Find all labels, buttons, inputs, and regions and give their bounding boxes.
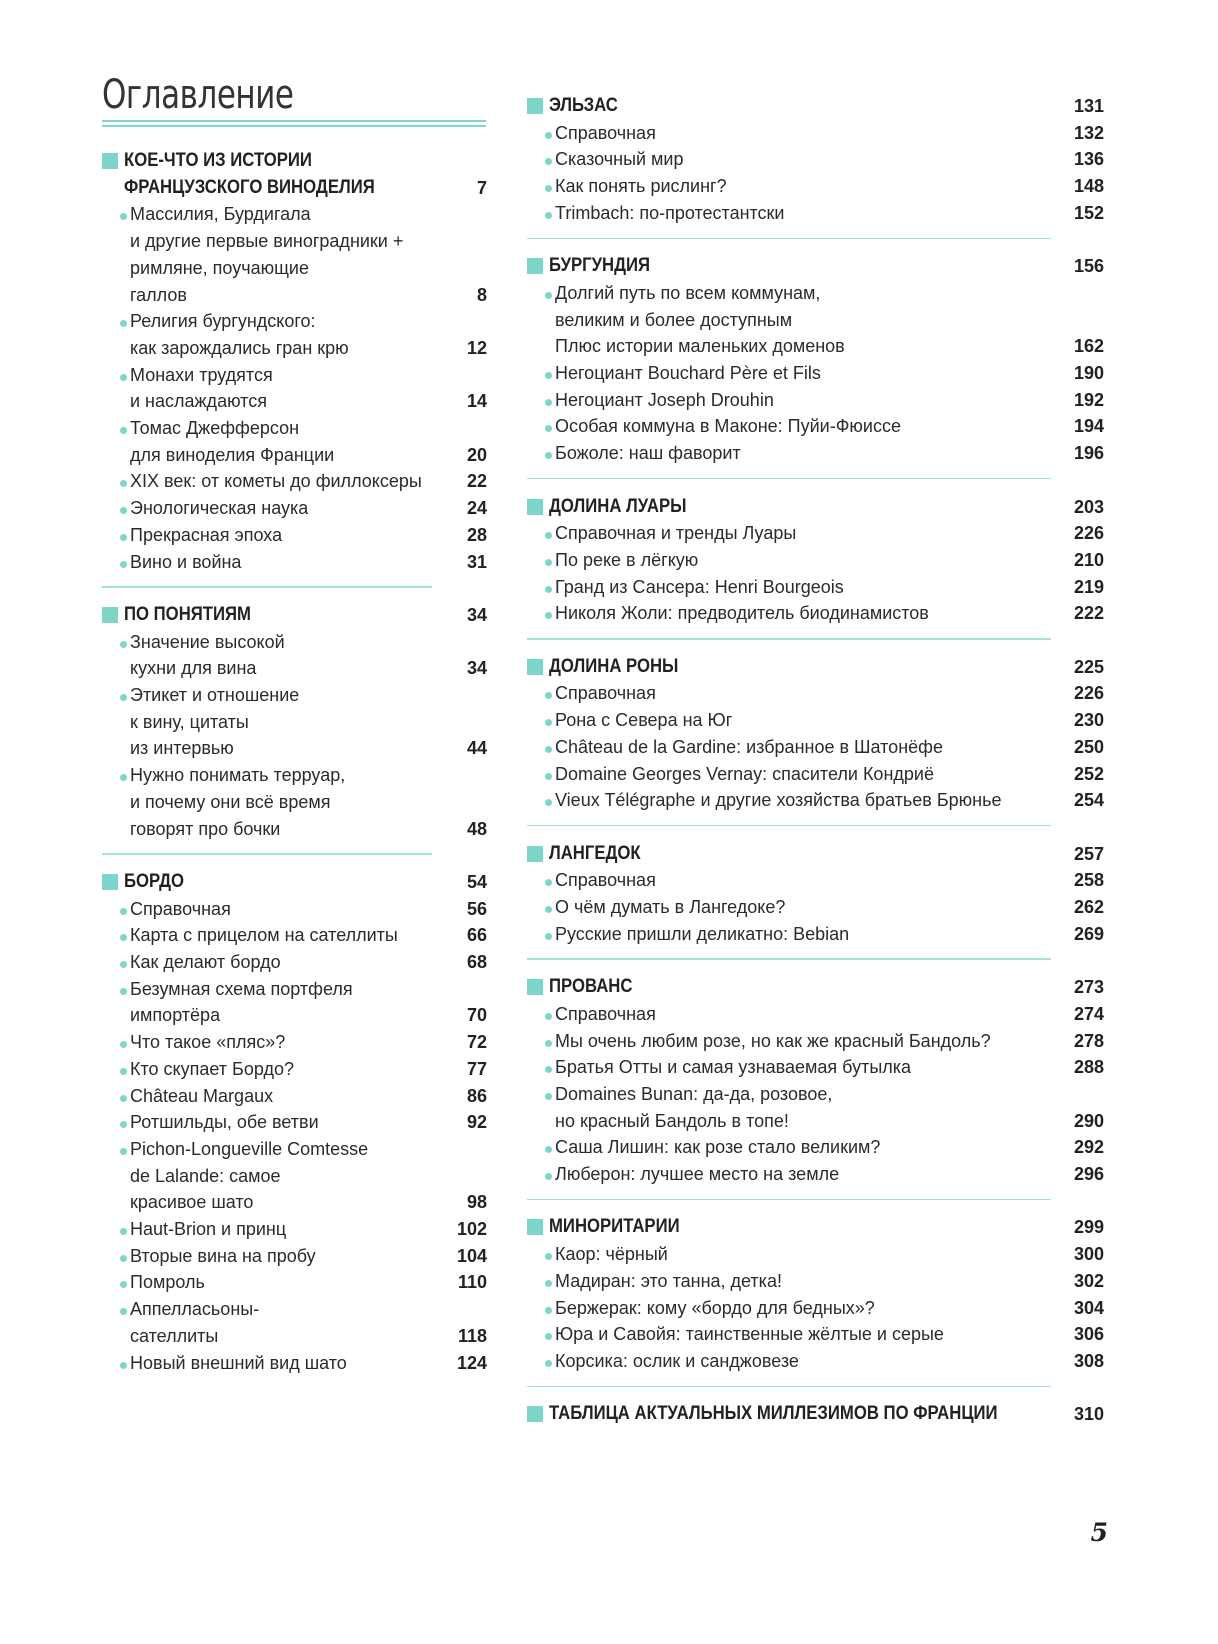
toc-entry-text[interactable]: Справочная <box>555 1003 656 1024</box>
bullet-dot-icon <box>120 1121 127 1128</box>
bullet-dot-icon <box>120 1228 127 1235</box>
toc-entry-text[interactable]: и наслаждаются <box>130 391 267 412</box>
bullet-dot-icon <box>545 185 552 192</box>
section-page-number: 156 <box>1073 256 1104 277</box>
bullet-dot-icon <box>545 1066 552 1073</box>
toc-entry-page-number: 194 <box>1073 416 1104 437</box>
toc-entry-page-number: 196 <box>1073 443 1104 464</box>
bullet-dot-icon <box>545 425 552 432</box>
toc-entry-text[interactable]: к вину, цитаты <box>130 711 249 732</box>
toc-entry-page-number: 72 <box>466 1032 487 1053</box>
toc-entry-page-number: 24 <box>466 498 487 519</box>
toc-entry-text[interactable]: Массилия, Бурдигала <box>130 204 311 225</box>
section-square-icon <box>527 659 543 675</box>
bullet-dot-icon <box>120 1281 127 1288</box>
toc-entry-text[interactable]: Что такое «пляс»? <box>130 1032 286 1053</box>
toc-entry-text[interactable]: Особая коммуна в Маконе: Пуйи-Фюиссе <box>555 416 901 437</box>
toc-entry-page-number: 86 <box>466 1085 487 1106</box>
section-page-number: 34 <box>466 604 487 625</box>
section-heading[interactable]: КОЕ-ЧТО ИЗ ИСТОРИИ <box>124 150 312 171</box>
section-divider <box>102 586 432 588</box>
toc-entry-text[interactable]: Нужно понимать терруар, <box>130 765 346 786</box>
toc-entry-text[interactable]: красивое шато <box>130 1192 254 1213</box>
toc-entry-text[interactable]: и другие первые виноградники + <box>130 231 404 252</box>
toc-entry-page-number: 219 <box>1073 576 1104 597</box>
toc-entry-text[interactable]: Справочная <box>555 870 656 891</box>
toc-entry-page-number: 210 <box>1073 549 1104 570</box>
toc-entry-page-number: 302 <box>1073 1270 1104 1291</box>
toc-entry-text[interactable]: Справочная <box>555 122 656 143</box>
toc-entry-text[interactable]: и почему они всё время <box>130 791 331 812</box>
section-heading[interactable]: БОРДО <box>124 870 185 892</box>
section-divider <box>527 825 1051 827</box>
bullet-dot-icon <box>120 213 127 220</box>
page-title: Оглавление <box>102 72 294 118</box>
bullet-dot-icon <box>545 906 552 913</box>
toc-entry-text[interactable]: Николя Жоли: предводитель биодинамистов <box>555 603 929 624</box>
section-square-icon <box>102 153 118 169</box>
toc-entry-page-number: 28 <box>466 524 487 545</box>
bullet-dot-icon <box>120 1068 127 1075</box>
toc-entry-text[interactable]: Аппелласьоны- <box>130 1299 260 1320</box>
bullet-dot-icon <box>120 480 127 487</box>
toc-entry-text[interactable]: Люберон: лучшее место на земле <box>555 1164 840 1184</box>
page-number: 5 <box>1090 1518 1108 1547</box>
toc-entry-text[interactable]: Бержерак: кому «бордо для бедных»? <box>555 1297 875 1318</box>
bullet-dot-icon <box>545 612 552 619</box>
toc-entry-text[interactable]: Новый внешний вид шато <box>130 1352 347 1373</box>
toc-entry-page-number: 192 <box>1073 389 1104 410</box>
section-page-number: 310 <box>1073 1404 1104 1425</box>
bullet-dot-icon <box>545 1307 552 1314</box>
bullet-dot-icon <box>120 320 127 327</box>
toc-entry-text[interactable]: Вторые вина на пробу <box>130 1245 316 1266</box>
bullet-dot-icon <box>120 1095 127 1102</box>
toc-entry-page-number: 77 <box>466 1058 487 1079</box>
toc-entry-page-number: 296 <box>1073 1164 1104 1184</box>
toc-entry-page-number: 250 <box>1073 736 1104 757</box>
section-page-number: 203 <box>1073 496 1104 517</box>
toc-entry-text[interactable]: Негоциант Bouchard Père et Fils <box>555 363 821 383</box>
section-page-number: 273 <box>1073 977 1104 998</box>
bullet-dot-icon <box>545 559 552 566</box>
toc-entry-text[interactable]: Domaine Georges Vernay: спасители Кондриё <box>555 763 934 784</box>
section-heading[interactable]: ЛАНГЕДОК <box>549 842 641 864</box>
toc-entry-text[interactable]: Рона с Севера на Юг <box>555 710 733 731</box>
bullet-dot-icon <box>545 212 552 219</box>
toc-entry-text[interactable]: de Lalande: самое <box>130 1165 281 1186</box>
toc-entry-page-number: 258 <box>1073 870 1104 891</box>
bullet-dot-icon <box>120 507 127 514</box>
toc-entry-text[interactable]: По реке в лёгкую <box>555 549 699 570</box>
section-square-icon <box>527 979 543 995</box>
section-heading[interactable]: ПО ПОНЯТИЯМ <box>124 603 251 625</box>
toc-entry-text[interactable]: но красный Бандоль в топе! <box>555 1110 789 1131</box>
toc-entry-page-number: 110 <box>457 1272 487 1293</box>
bullet-dot-icon <box>120 534 127 541</box>
bullet-dot-icon <box>120 934 127 941</box>
toc-entry-page-number: 252 <box>1073 763 1104 784</box>
bullet-dot-icon <box>120 908 127 915</box>
toc-entry-page-number: 222 <box>1073 603 1104 624</box>
toc-entry-text[interactable]: Юра и Савойя: таинственные жёлтые и серые <box>555 1324 944 1345</box>
toc-entry-text[interactable]: Монахи трудятся <box>130 364 273 385</box>
toc-entry-page-number: 190 <box>1073 363 1104 383</box>
toc-entry-text[interactable]: говорят про бочки <box>130 818 281 839</box>
toc-entry-page-number: 288 <box>1073 1057 1104 1078</box>
toc-entry-page-number: 304 <box>1073 1297 1104 1318</box>
toc-entry-text[interactable]: Плюс истории маленьких доменов <box>555 336 845 357</box>
bullet-dot-icon <box>545 1360 552 1367</box>
toc-entry-text[interactable]: Русские пришли деликатно: Bebian <box>555 923 850 944</box>
bullet-dot-icon <box>120 1148 127 1155</box>
toc-entry-text[interactable]: Помроль <box>130 1272 205 1293</box>
toc-entry-page-number: 102 <box>456 1219 487 1239</box>
toc-entry-text[interactable]: Мы очень любим розе, но как же красный Бандоль? <box>555 1030 991 1051</box>
bullet-dot-icon <box>545 719 552 726</box>
section-page-number: 257 <box>1073 843 1104 864</box>
toc-entry-text[interactable]: Прекрасная эпоха <box>130 524 283 545</box>
toc-entry-text[interactable]: Томас Джефферсон <box>130 418 300 438</box>
section-square-icon <box>527 1219 543 1235</box>
toc-entry-page-number: 136 <box>1073 149 1104 170</box>
toc-entry-page-number: 162 <box>1073 336 1104 357</box>
toc-entry-text[interactable]: Карта с прицелом на сателлиты <box>130 925 398 946</box>
section-divider <box>527 958 1051 960</box>
bullet-dot-icon <box>545 746 552 753</box>
toc-entry-page-number: 300 <box>1073 1244 1104 1265</box>
toc-entry-text[interactable]: Энологическая наука <box>130 498 309 519</box>
toc-entry-text[interactable]: Справочная <box>130 898 231 919</box>
toc-entry-text[interactable]: Справочная <box>555 683 656 704</box>
bullet-dot-icon <box>545 372 552 379</box>
toc-entry-page-number: 34 <box>466 658 487 679</box>
toc-entry-text[interactable]: Кто скупает Бордо? <box>130 1058 294 1079</box>
toc-entry-text[interactable]: из интервью <box>130 738 234 759</box>
toc-entry-text[interactable]: Этикет и отношение <box>130 685 300 705</box>
toc-entry-text[interactable]: Ротшильды, обе ветви <box>130 1112 319 1133</box>
bullet-dot-icon <box>120 961 127 968</box>
section-heading[interactable]: МИНОРИТАРИИ <box>549 1216 680 1238</box>
bullet-dot-icon <box>545 1280 552 1287</box>
toc-entry-page-number: 118 <box>457 1325 487 1346</box>
bullet-dot-icon <box>545 1253 552 1260</box>
toc-entry-text[interactable]: Vieux Télégraphe и другие хозяйства братьев Брюнье <box>555 790 1002 811</box>
toc-entry-text[interactable]: как зарождались гран крю <box>130 337 349 358</box>
toc-entry-page-number: 152 <box>1073 202 1104 223</box>
toc-entry-page-number: 124 <box>456 1352 487 1373</box>
bullet-dot-icon <box>545 1013 552 1020</box>
toc-entry-text[interactable]: Pichon-Longueville Comtesse <box>130 1138 369 1159</box>
bullet-dot-icon <box>545 1173 552 1180</box>
bullet-dot-icon <box>545 1093 552 1100</box>
toc-entry-text[interactable]: сателлиты <box>130 1325 219 1346</box>
toc-entry-text[interactable]: Как понять рислинг? <box>555 176 727 197</box>
toc-entry-page-number: 226 <box>1073 683 1104 704</box>
bullet-dot-icon <box>545 452 552 459</box>
toc-entry-page-number: 226 <box>1073 523 1104 544</box>
toc-entry-text[interactable]: Религия бургундского: <box>130 311 316 332</box>
bullet-dot-icon <box>545 586 552 593</box>
bullet-dot-icon <box>545 879 552 886</box>
section-heading[interactable]: ДОЛИНА РОНЫ <box>549 655 679 677</box>
bullet-dot-icon <box>120 1308 127 1315</box>
toc-entry-text[interactable]: Безумная схема портфеля <box>130 978 353 999</box>
section-page-number: 131 <box>1073 96 1104 116</box>
section-divider <box>527 638 1051 640</box>
toc-entry-text[interactable]: Негоциант Joseph Drouhin <box>555 389 774 410</box>
section-heading[interactable]: ТАБЛИЦА АКТУАЛЬНЫХ МИЛЛЕЗИМОВ ПО ФРАНЦИИ <box>549 1403 998 1425</box>
section-heading[interactable]: БУРГУНДИЯ <box>549 255 651 277</box>
toc-entry-text[interactable]: Как делают бордо <box>130 952 281 972</box>
toc-entry-text[interactable]: великим и более доступным <box>555 309 793 330</box>
section-heading[interactable]: ЭЛЬЗАС <box>549 95 618 116</box>
section-square-icon <box>527 258 543 274</box>
toc-entry-page-number: 132 <box>1073 122 1104 143</box>
bullet-dot-icon <box>120 561 127 568</box>
toc-entry-page-number: 230 <box>1073 710 1104 731</box>
toc-entry-page-number: 308 <box>1073 1350 1104 1371</box>
section-page-number: 225 <box>1073 656 1104 677</box>
bullet-dot-icon <box>120 1041 127 1048</box>
toc-entry-page-number: 98 <box>466 1192 487 1213</box>
toc-entry-text[interactable]: Братья Отты и самая узнаваемая бутылка <box>555 1057 912 1078</box>
toc-entry-page-number: 20 <box>466 444 487 465</box>
toc-entry-page-number: 44 <box>466 738 487 759</box>
bullet-dot-icon <box>545 1040 552 1047</box>
toc-entry-page-number: 148 <box>1073 176 1104 197</box>
toc-entry-page-number: 31 <box>466 551 487 572</box>
bullet-dot-icon <box>120 374 127 381</box>
title-rule <box>102 125 486 127</box>
toc-entry-page-number: 8 <box>476 284 487 305</box>
bullet-dot-icon <box>545 1333 552 1340</box>
toc-entry-text[interactable]: Значение высокой <box>130 631 285 652</box>
toc-entry-page-number: 254 <box>1073 790 1104 811</box>
toc-entry-text[interactable]: Domaines Bunan: да-да, розовое, <box>555 1083 833 1104</box>
toc-entry-page-number: 274 <box>1073 1003 1104 1024</box>
section-divider <box>527 478 1051 480</box>
toc-entry-page-number: 92 <box>466 1112 487 1133</box>
toc-entry-page-number: 14 <box>466 391 487 412</box>
section-divider <box>527 1386 1051 1388</box>
toc-entry-page-number: 22 <box>466 471 487 492</box>
toc-entry-text[interactable]: XIX век: от кометы до филлоксеры <box>130 471 422 492</box>
bullet-dot-icon <box>545 292 552 299</box>
toc-entry-page-number: 269 <box>1073 923 1104 944</box>
bullet-dot-icon <box>545 773 552 780</box>
toc-entry-text[interactable]: Корсика: ослик и санджовезе <box>555 1350 799 1371</box>
bullet-dot-icon <box>545 799 552 806</box>
section-page-number: 7 <box>476 177 487 198</box>
toc-entry-text[interactable]: Саша Лишин: как розе стало великим? <box>555 1137 881 1158</box>
section-heading[interactable]: ДОЛИНА ЛУАРЫ <box>549 495 687 517</box>
bullet-dot-icon <box>120 988 127 995</box>
toc-entry-page-number: 12 <box>466 337 487 358</box>
toc-entry-page-number: 306 <box>1073 1324 1104 1345</box>
toc-entry-page-number: 70 <box>466 1005 487 1026</box>
toc-entry-text[interactable]: Каор: чёрный <box>555 1244 668 1265</box>
section-heading[interactable]: ПРОВАНС <box>549 976 633 998</box>
bullet-dot-icon <box>120 774 127 781</box>
section-page-number: 54 <box>466 871 487 892</box>
toc-entry-text[interactable]: Вино и война <box>130 551 242 572</box>
section-divider <box>102 853 432 855</box>
bullet-dot-icon <box>120 427 127 434</box>
bullet-dot-icon <box>545 399 552 406</box>
section-divider <box>527 238 1051 240</box>
toc-entry-page-number: 56 <box>466 898 487 919</box>
toc-entry-text[interactable]: Мадиран: это танна, детка! <box>555 1270 782 1291</box>
bullet-dot-icon <box>120 1255 127 1262</box>
toc-entry-text[interactable]: Гранд из Сансера: Henri Bourgeois <box>555 576 844 597</box>
bullet-dot-icon <box>545 532 552 539</box>
section-heading[interactable]: ФРАНЦУЗСКОГО ВИНОДЕЛИЯ <box>124 176 375 198</box>
bullet-dot-icon <box>120 694 127 701</box>
section-square-icon <box>527 98 543 114</box>
title-rule <box>102 120 486 122</box>
toc-entry-text[interactable]: Справочная и тренды Луары <box>555 523 797 544</box>
toc-entry-text[interactable]: Trimbach: по-протестантски <box>555 202 785 223</box>
toc-entry-text[interactable]: кухни для вина <box>130 658 257 679</box>
bullet-dot-icon <box>120 1362 127 1369</box>
toc-entry-text[interactable]: Château de la Gardine: избранное в Шатонёфе <box>555 736 943 757</box>
toc-entry-page-number: 48 <box>466 818 487 839</box>
toc-entry-text[interactable]: римляне, поучающие <box>130 257 309 278</box>
toc-entry-text[interactable]: галлов <box>130 284 187 305</box>
bullet-dot-icon <box>545 1146 552 1153</box>
bullet-dot-icon <box>545 158 552 165</box>
section-divider <box>527 1199 1051 1201</box>
section-square-icon <box>527 499 543 515</box>
toc-entry-text[interactable]: Сказочный мир <box>555 149 684 170</box>
toc-entry-page-number: 68 <box>466 952 487 972</box>
toc-entry-page-number: 290 <box>1073 1110 1104 1131</box>
bullet-dot-icon <box>545 933 552 940</box>
section-square-icon <box>527 846 543 862</box>
toc-entry-page-number: 292 <box>1073 1137 1104 1158</box>
toc-entry-page-number: 278 <box>1073 1030 1104 1051</box>
toc-entry-text[interactable]: для виноделия Франции <box>130 444 335 465</box>
section-square-icon <box>527 1406 543 1422</box>
toc-entry-text[interactable]: Божоле: наш фаворит <box>555 443 741 464</box>
toc-entry-text[interactable]: О чём думать в Лангедоке? <box>555 897 786 917</box>
section-page-number: 299 <box>1073 1217 1104 1238</box>
bullet-dot-icon <box>120 641 127 648</box>
toc-entry-text[interactable]: Haut-Brion и принц <box>130 1219 287 1239</box>
toc-entry-text[interactable]: импортёра <box>130 1005 221 1026</box>
toc-entry-page-number: 262 <box>1073 897 1104 917</box>
bullet-dot-icon <box>545 692 552 699</box>
toc-entry-page-number: 104 <box>456 1245 487 1266</box>
toc-entry-text[interactable]: Долгий путь по всем коммунам, <box>555 282 821 303</box>
section-square-icon <box>102 874 118 890</box>
toc-entry-text[interactable]: Château Margaux <box>130 1085 274 1106</box>
toc-entry-page-number: 66 <box>466 925 487 946</box>
section-square-icon <box>102 607 118 623</box>
bullet-dot-icon <box>545 132 552 139</box>
